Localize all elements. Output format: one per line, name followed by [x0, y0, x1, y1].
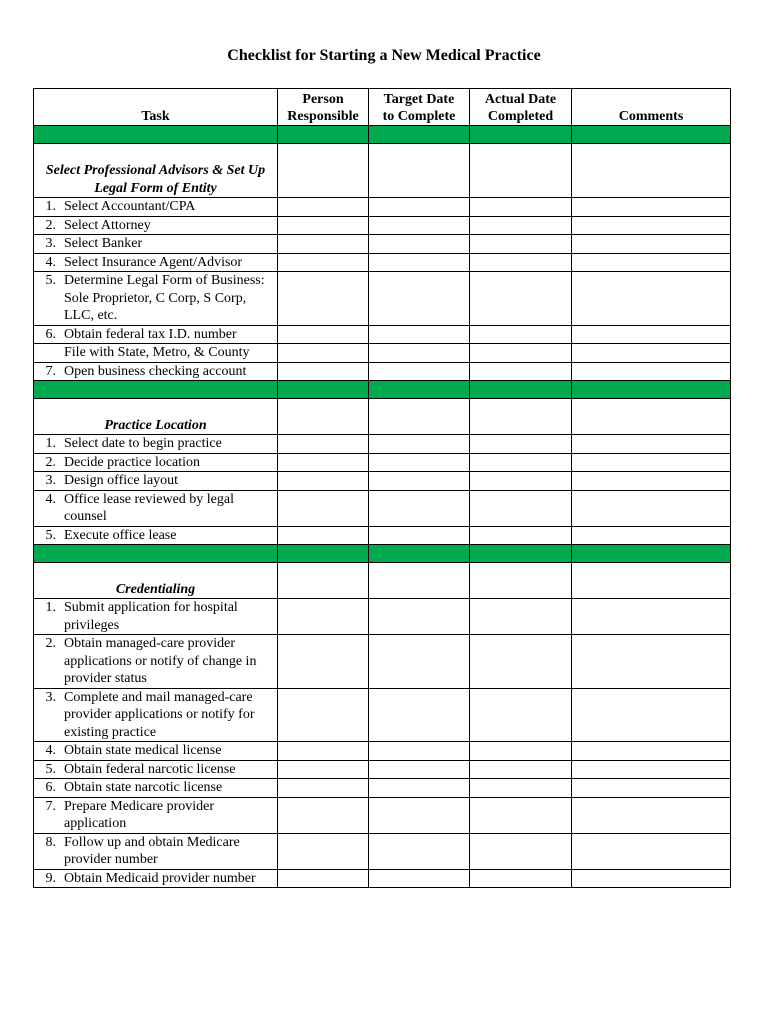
section-heading: Credentialing [34, 563, 278, 599]
section-heading-row [34, 563, 731, 599]
task-cell [34, 599, 278, 635]
actual-date-cell[interactable] [470, 453, 572, 472]
actual-date-cell[interactable] [470, 760, 572, 779]
target-date-cell[interactable] [369, 833, 470, 869]
target-date-cell[interactable] [369, 435, 470, 454]
comments-cell[interactable] [572, 235, 731, 254]
actual-date-cell[interactable] [470, 563, 572, 599]
person-cell[interactable] [278, 435, 369, 454]
actual-date-cell[interactable] [470, 272, 572, 326]
task-text: Design office layout [64, 473, 179, 488]
task-row [34, 742, 731, 761]
task-number: 2. [45, 217, 56, 233]
target-date-cell[interactable] [369, 742, 470, 761]
task-cell [34, 198, 278, 217]
person-cell[interactable] [278, 599, 369, 635]
task-text: Office lease reviewed by legal counsel [64, 491, 234, 524]
task-number [34, 344, 56, 362]
actual-date-cell[interactable] [470, 797, 572, 833]
comments-cell[interactable] [572, 144, 731, 198]
task-cell [34, 779, 278, 798]
target-date-cell[interactable] [369, 760, 470, 779]
person-cell[interactable] [278, 635, 369, 689]
comments-cell[interactable] [572, 362, 731, 381]
task-row [34, 235, 731, 254]
separator-cell [572, 126, 731, 144]
task-number: 7. [45, 363, 56, 379]
person-cell[interactable] [278, 869, 369, 888]
task-number: 1. [45, 199, 56, 214]
comments-cell[interactable] [572, 599, 731, 635]
target-date-cell[interactable] [369, 216, 470, 235]
task-number: 8. [45, 834, 56, 850]
actual-date-cell[interactable] [470, 435, 572, 454]
task-text: Complete and mail managed-care provider applications or notify for existing practice [64, 689, 255, 740]
column-header-task: Task [34, 89, 278, 126]
task-row [34, 472, 731, 491]
target-date-cell[interactable] [369, 563, 470, 599]
person-cell[interactable] [278, 399, 369, 435]
person-cell[interactable] [278, 272, 369, 326]
actual-date-cell[interactable] [470, 635, 572, 689]
target-date-cell[interactable] [369, 453, 470, 472]
task-row [34, 779, 731, 798]
task-number: 1. [45, 436, 56, 451]
task-cell [34, 742, 278, 761]
comments-cell[interactable] [572, 635, 731, 689]
separator-cell [369, 545, 470, 563]
actual-date-cell[interactable] [470, 833, 572, 869]
target-date-cell[interactable] [369, 272, 470, 326]
task-cell [34, 362, 278, 381]
task-text: Obtain state medical license [64, 743, 222, 758]
target-date-cell[interactable] [369, 362, 470, 381]
task-row [34, 216, 731, 235]
task-text: Obtain managed-care provider applications or notify of change in provider status [64, 636, 257, 686]
actual-date-cell[interactable] [470, 235, 572, 254]
target-date-cell[interactable] [369, 779, 470, 798]
person-cell[interactable] [278, 362, 369, 381]
actual-date-cell[interactable] [470, 253, 572, 272]
actual-date-cell[interactable] [470, 688, 572, 742]
task-row [34, 797, 731, 833]
task-cell [34, 453, 278, 472]
person-cell[interactable] [278, 198, 369, 217]
task-cell [34, 344, 278, 363]
section-separator [34, 126, 731, 144]
task-number: 5. [45, 761, 56, 777]
task-row [34, 490, 731, 526]
comments-cell[interactable] [572, 563, 731, 599]
person-cell[interactable] [278, 235, 369, 254]
person-cell[interactable] [278, 325, 369, 344]
task-cell [34, 235, 278, 254]
task-row [34, 635, 731, 689]
task-text: Prepare Medicare provider application [64, 798, 215, 831]
task-number: 4. [45, 743, 56, 758]
actual-date-cell[interactable] [470, 472, 572, 491]
task-text: Submit application for hospital privileges [64, 600, 238, 633]
section-heading-row [34, 144, 731, 198]
task-row [34, 272, 731, 326]
task-text: Select Attorney [64, 217, 151, 233]
comments-cell[interactable] [572, 833, 731, 869]
task-number: 3. [45, 689, 56, 705]
task-number: 5. [45, 273, 56, 288]
task-text: Select date to begin practice [64, 436, 222, 451]
task-row [34, 253, 731, 272]
person-cell[interactable] [278, 344, 369, 363]
task-number: 6. [45, 780, 56, 795]
task-row [34, 453, 731, 472]
column-header-target-date: Target Date to Complete [369, 89, 470, 126]
separator-cell [34, 545, 278, 563]
actual-date-cell[interactable] [470, 144, 572, 198]
actual-date-cell[interactable] [470, 325, 572, 344]
task-row [34, 599, 731, 635]
task-number: 9. [45, 870, 56, 886]
target-date-cell[interactable] [369, 344, 470, 363]
actual-date-cell[interactable] [470, 869, 572, 888]
target-date-cell[interactable] [369, 688, 470, 742]
person-cell[interactable] [278, 779, 369, 798]
section-heading: Select Professional Advisors & Set Up Legal Form of Entity [34, 144, 278, 198]
task-cell [34, 472, 278, 491]
task-number: 3. [45, 236, 56, 251]
section-separator [34, 545, 731, 563]
task-row [34, 688, 731, 742]
person-cell[interactable] [278, 797, 369, 833]
separator-cell [572, 381, 731, 399]
comments-cell[interactable] [572, 253, 731, 272]
target-date-cell[interactable] [369, 599, 470, 635]
task-cell [34, 869, 278, 888]
task-row [34, 526, 731, 545]
task-row [34, 760, 731, 779]
actual-date-cell[interactable] [470, 599, 572, 635]
task-cell [34, 435, 278, 454]
person-cell[interactable] [278, 490, 369, 526]
task-row [34, 344, 731, 363]
column-header-actual-date: Actual Date Completed [470, 89, 572, 126]
section-heading-row [34, 399, 731, 435]
task-number: 3. [45, 473, 56, 488]
comments-cell[interactable] [572, 453, 731, 472]
task-cell [34, 688, 278, 742]
comments-cell[interactable] [572, 472, 731, 491]
task-cell [34, 325, 278, 344]
separator-cell [34, 381, 278, 399]
comments-cell[interactable] [572, 399, 731, 435]
actual-date-cell[interactable] [470, 779, 572, 798]
comments-cell[interactable] [572, 216, 731, 235]
target-date-cell[interactable] [369, 490, 470, 526]
page-title: Checklist for Starting a New Medical Practice [227, 47, 541, 64]
actual-date-cell[interactable] [470, 742, 572, 761]
target-date-cell[interactable] [369, 472, 470, 491]
checklist-table [33, 88, 731, 888]
target-date-cell[interactable] [369, 144, 470, 198]
task-cell [34, 635, 278, 689]
separator-cell [278, 381, 369, 399]
actual-date-cell[interactable] [470, 216, 572, 235]
separator-cell [34, 126, 278, 144]
person-cell[interactable] [278, 760, 369, 779]
task-row [34, 325, 731, 344]
task-cell [34, 526, 278, 545]
task-text: Decide practice location [64, 454, 201, 470]
target-date-cell[interactable] [369, 797, 470, 833]
comments-cell[interactable] [572, 526, 731, 545]
task-row [34, 869, 731, 888]
target-date-cell[interactable] [369, 869, 470, 888]
separator-cell [369, 126, 470, 144]
separator-cell [470, 381, 572, 399]
person-cell[interactable] [278, 563, 369, 599]
task-text: Open business checking account [64, 363, 247, 379]
target-date-cell[interactable] [369, 235, 470, 254]
section-separator [34, 381, 731, 399]
column-header-comments: Comments [572, 89, 731, 126]
person-cell[interactable] [278, 144, 369, 198]
target-date-cell[interactable] [369, 253, 470, 272]
task-row [34, 833, 731, 869]
column-header-person: Person Responsible [278, 89, 369, 126]
person-cell[interactable] [278, 526, 369, 545]
person-cell[interactable] [278, 216, 369, 235]
separator-cell [470, 126, 572, 144]
comments-cell[interactable] [572, 742, 731, 761]
task-text: Select Banker [64, 236, 143, 251]
actual-date-cell[interactable] [470, 198, 572, 217]
comments-cell[interactable] [572, 198, 731, 217]
task-cell [34, 216, 278, 235]
table-body [34, 126, 731, 888]
task-number: 6. [45, 326, 56, 342]
task-cell [34, 253, 278, 272]
task-text: Execute office lease [64, 527, 177, 543]
comments-cell[interactable] [572, 869, 731, 888]
task-text: Obtain Medicaid provider number [64, 870, 256, 886]
task-number: 4. [45, 491, 56, 507]
task-row [34, 362, 731, 381]
actual-date-cell[interactable] [470, 526, 572, 545]
comments-cell[interactable] [572, 272, 731, 326]
person-cell[interactable] [278, 833, 369, 869]
task-number: 4. [45, 254, 56, 270]
separator-cell [369, 381, 470, 399]
comments-cell[interactable] [572, 490, 731, 526]
target-date-cell[interactable] [369, 399, 470, 435]
task-text: Select Accountant/CPA [64, 199, 196, 214]
section-heading: Practice Location [34, 399, 278, 435]
task-cell [34, 760, 278, 779]
actual-date-cell[interactable] [470, 362, 572, 381]
task-cell [34, 490, 278, 526]
task-row [34, 435, 731, 454]
comments-cell[interactable] [572, 760, 731, 779]
task-text: Follow up and obtain Medicare provider number [64, 834, 240, 867]
separator-cell [278, 126, 369, 144]
comments-cell[interactable] [572, 325, 731, 344]
person-cell[interactable] [278, 688, 369, 742]
target-date-cell[interactable] [369, 198, 470, 217]
person-cell[interactable] [278, 253, 369, 272]
person-cell[interactable] [278, 453, 369, 472]
task-cell [34, 833, 278, 869]
task-number: 2. [45, 636, 56, 651]
target-date-cell[interactable] [369, 526, 470, 545]
separator-cell [278, 545, 369, 563]
comments-cell[interactable] [572, 435, 731, 454]
task-number: 7. [45, 798, 56, 814]
target-date-cell[interactable] [369, 635, 470, 689]
separator-cell [470, 545, 572, 563]
actual-date-cell[interactable] [470, 399, 572, 435]
task-number: 5. [45, 527, 56, 543]
task-text: Obtain state narcotic license [64, 780, 223, 795]
task-text: Determine Legal Form of Business: Sole Proprietor, C Corp, S Corp, LLC, etc. [64, 273, 265, 323]
task-number: 2. [45, 454, 56, 470]
task-text: File with State, Metro, & County [64, 345, 250, 360]
comments-cell[interactable] [572, 344, 731, 363]
person-cell[interactable] [278, 472, 369, 491]
comments-cell[interactable] [572, 779, 731, 798]
task-cell [34, 797, 278, 833]
actual-date-cell[interactable] [470, 490, 572, 526]
task-text: Obtain federal tax I.D. number [64, 326, 237, 342]
task-number: 1. [45, 600, 56, 615]
header-row [34, 89, 731, 126]
comments-cell[interactable] [572, 797, 731, 833]
task-text: Obtain federal narcotic license [64, 761, 236, 777]
actual-date-cell[interactable] [470, 344, 572, 363]
task-row [34, 198, 731, 217]
separator-cell [572, 545, 731, 563]
task-text: Select Insurance Agent/Advisor [64, 254, 243, 270]
person-cell[interactable] [278, 742, 369, 761]
task-cell [34, 272, 278, 326]
target-date-cell[interactable] [369, 325, 470, 344]
comments-cell[interactable] [572, 688, 731, 742]
